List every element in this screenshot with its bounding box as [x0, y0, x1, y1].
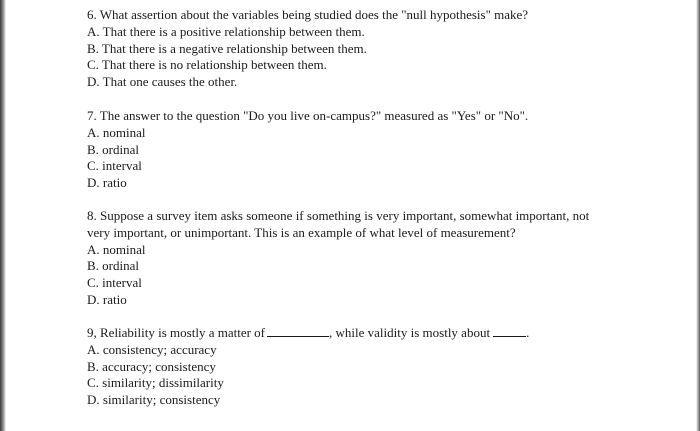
page-shadow-right — [696, 0, 700, 431]
answer-option: C. interval — [87, 158, 142, 174]
answer-option: A. nominal — [87, 241, 146, 257]
answer-option: D. similarity; consistency — [87, 392, 221, 408]
answer-option: A. That there is a positive relationship between them. — [87, 23, 365, 39]
fill-in-blank-2 — [493, 325, 526, 337]
answer-option: D. ratio — [87, 291, 127, 307]
answer-option: D. That one causes the other. — [87, 74, 238, 90]
answer-option: B. accuracy; consistency — [87, 358, 216, 374]
answer-option: A. nominal — [87, 124, 146, 140]
question-8 — [87, 208, 647, 309]
stem-part-3: . — [526, 325, 530, 340]
answer-option: C. similarity; dissimilarity — [87, 375, 224, 391]
question-stem: 7. The answer to the question "Do you live on-campus?" measured as "Yes" or "No". — [87, 108, 529, 123]
answer-option: D. ratio — [87, 175, 127, 191]
answer-option: B. ordinal — [87, 258, 139, 274]
answer-option: B. ordinal — [87, 141, 139, 157]
question-7 — [87, 108, 647, 192]
answer-option: C. interval — [87, 275, 142, 291]
stem-part-1: 9, Reliability is mostly a matter of — [87, 325, 266, 340]
question-stem: 6. What assertion about the variables being studied does the "null hypothesis" make? — [87, 7, 529, 22]
question-6 — [87, 7, 647, 91]
question-9 — [87, 325, 647, 409]
question-stem-line-2: very important, or unimportant. This is an example of what level of measurement? — [87, 224, 516, 240]
stem-part-2: , while validity is mostly about — [329, 325, 491, 340]
question-stem-line-1: 8. Suppose a survey item asks someone if something is very important, somewhat important, not — [87, 208, 590, 223]
question-stem — [87, 325, 647, 342]
answer-option: B. That there is a negative relationship between them. — [87, 40, 367, 56]
answer-option: C. That there is no relationship between them. — [87, 57, 327, 73]
answer-option: A. consistency; accuracy — [87, 341, 217, 357]
page-shadow-left — [0, 0, 6, 431]
fill-in-blank-1 — [267, 325, 329, 337]
